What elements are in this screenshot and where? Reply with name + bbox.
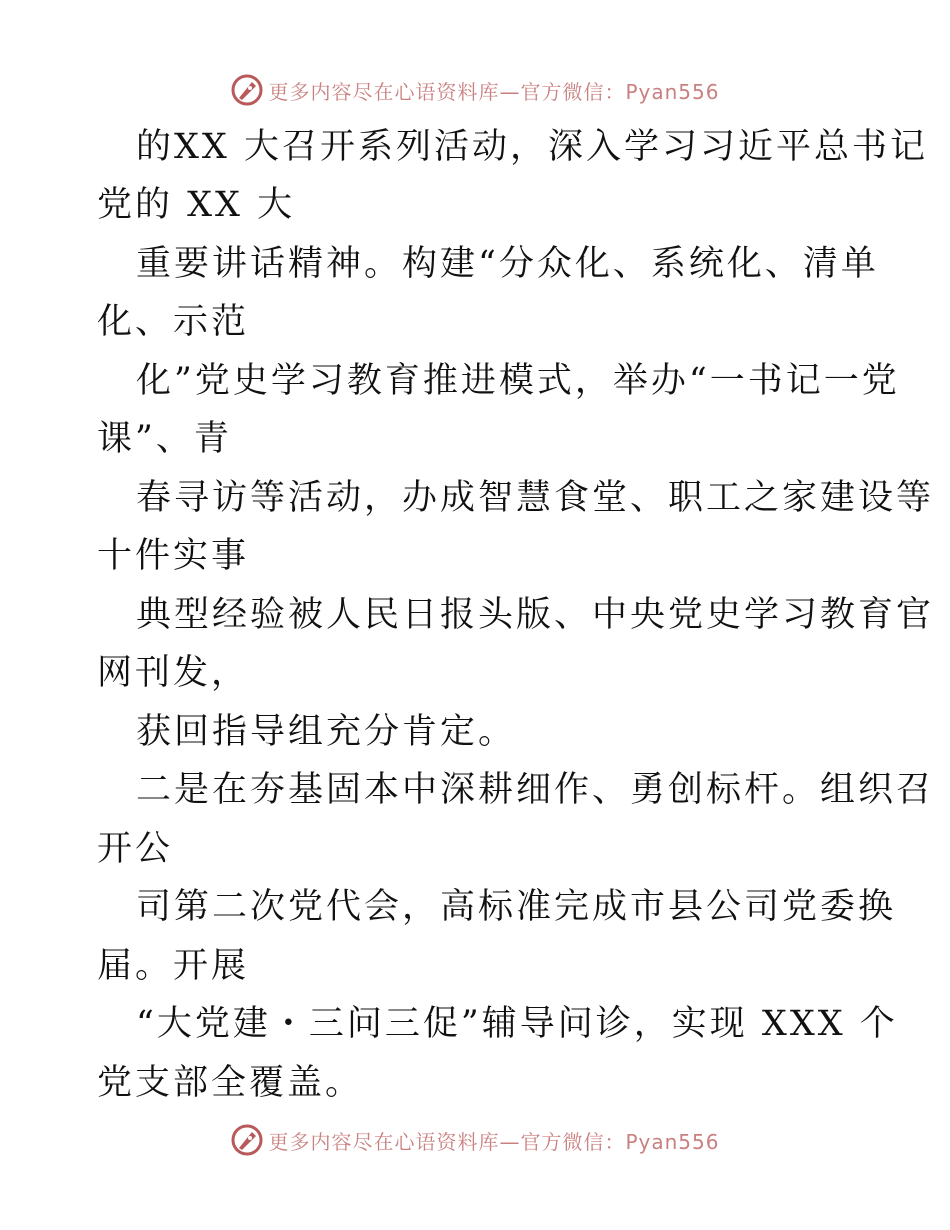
text-line: 重要讲话精神。构建“分众化、系统化、清单 (136, 244, 879, 284)
watermark-text: 更多内容尽在心语资料库—官方微信：Pyan556 (268, 79, 720, 104)
text-line: 春寻访等活动，办成智慧食堂、职工之家建设等 (136, 478, 935, 518)
text-line: “大党建・三问三促”辅导问诊，实现 XXX 个 (136, 1004, 898, 1044)
header-watermark (0, 70, 950, 110)
text-line: 网刊发， (97, 653, 250, 693)
pen-nib-circle-icon (230, 73, 264, 107)
text-line: 开公 (97, 829, 174, 869)
text-line: 化、示范 (97, 302, 250, 342)
text-line: 届。开展 (97, 946, 250, 986)
text-line: 十件实事 (97, 536, 250, 576)
footer-watermark (0, 1120, 950, 1160)
text-line: 司第二次党代会，高标准完成市县公司党委换 (136, 887, 897, 927)
text-line: 党支部全覆盖。 (97, 1063, 364, 1103)
text-line: 的XX 大召开系列活动，深入学习习近平总书记 (136, 127, 928, 167)
text-line: 化”党史学习教育推进模式，举办“一书记一党 (136, 361, 900, 401)
text-line: 典型经验被人民日报头版、中央党史学习教育官 (136, 595, 935, 635)
text-line: 党的 XX 大 (97, 185, 296, 225)
pen-nib-circle-icon (230, 1123, 264, 1157)
text-line: 获回指导组充分肯定。 (136, 712, 517, 752)
watermark-text: 更多内容尽在心语资料库—官方微信：Pyan556 (268, 1129, 720, 1154)
text-line: 课”、青 (97, 419, 232, 459)
text-line: 二是在夯基固本中深耕细作、勇创标杆。组织召 (136, 770, 935, 810)
